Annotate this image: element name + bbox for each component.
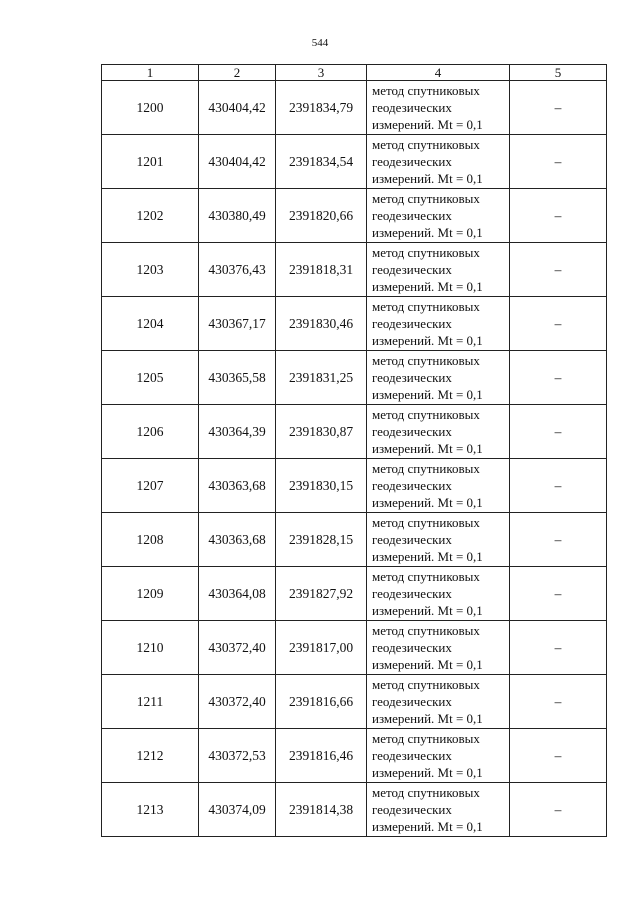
y-coordinate-cell: 2391831,25	[276, 351, 367, 405]
x-coordinate-cell: 430364,39	[199, 405, 276, 459]
x-coordinate-cell: 430367,17	[199, 297, 276, 351]
y-coordinate-cell: 2391830,15	[276, 459, 367, 513]
note-cell: –	[510, 675, 607, 729]
y-coordinate-cell: 2391827,92	[276, 567, 367, 621]
y-coordinate-cell: 2391814,38	[276, 783, 367, 837]
x-coordinate-cell: 430363,68	[199, 459, 276, 513]
y-coordinate-cell: 2391817,00	[276, 621, 367, 675]
method-cell	[367, 405, 510, 459]
method-line: метод спутниковых	[372, 461, 480, 476]
table-row	[102, 621, 607, 675]
y-coordinate-cell: 2391828,15	[276, 513, 367, 567]
x-coordinate-cell: 430372,53	[199, 729, 276, 783]
x-coordinate-cell: 430404,42	[199, 135, 276, 189]
method-line: геодезических	[372, 802, 452, 817]
table-body	[102, 81, 607, 837]
table-row	[102, 351, 607, 405]
note-cell: –	[510, 621, 607, 675]
method-line: метод спутниковых	[372, 731, 480, 746]
method-line: измерений. Mt = 0,1	[372, 117, 483, 132]
x-coordinate-cell: 430380,49	[199, 189, 276, 243]
note-cell: –	[510, 297, 607, 351]
table-row	[102, 243, 607, 297]
method-cell	[367, 783, 510, 837]
point-number-cell: 1213	[102, 783, 199, 837]
method-cell	[367, 567, 510, 621]
note-cell: –	[510, 351, 607, 405]
method-line: геодезических	[372, 640, 452, 655]
method-cell	[367, 81, 510, 135]
method-line: геодезических	[372, 424, 452, 439]
note-cell: –	[510, 459, 607, 513]
method-line: метод спутниковых	[372, 137, 480, 152]
point-number-cell: 1201	[102, 135, 199, 189]
table-row	[102, 297, 607, 351]
y-coordinate-cell: 2391816,46	[276, 729, 367, 783]
note-cell: –	[510, 81, 607, 135]
point-number-cell: 1203	[102, 243, 199, 297]
table-row	[102, 189, 607, 243]
method-cell	[367, 351, 510, 405]
point-number-cell: 1212	[102, 729, 199, 783]
method-line: геодезических	[372, 100, 452, 115]
x-coordinate-cell: 430372,40	[199, 621, 276, 675]
method-line: измерений. Mt = 0,1	[372, 657, 483, 672]
method-line: измерений. Mt = 0,1	[372, 603, 483, 618]
method-line: измерений. Mt = 0,1	[372, 495, 483, 510]
point-number-cell: 1208	[102, 513, 199, 567]
y-coordinate-cell: 2391818,31	[276, 243, 367, 297]
method-cell	[367, 189, 510, 243]
method-line: геодезических	[372, 694, 452, 709]
x-coordinate-cell: 430363,68	[199, 513, 276, 567]
table-row	[102, 567, 607, 621]
point-number-cell: 1209	[102, 567, 199, 621]
method-line: измерений. Mt = 0,1	[372, 711, 483, 726]
method-line: измерений. Mt = 0,1	[372, 765, 483, 780]
method-line: геодезических	[372, 154, 452, 169]
method-line: измерений. Mt = 0,1	[372, 333, 483, 348]
x-coordinate-cell: 430364,08	[199, 567, 276, 621]
method-line: метод спутниковых	[372, 569, 480, 584]
coordinates-table	[101, 64, 607, 837]
table-row	[102, 729, 607, 783]
point-number-cell: 1211	[102, 675, 199, 729]
method-line: измерений. Mt = 0,1	[372, 441, 483, 456]
method-line: геодезических	[372, 370, 452, 385]
method-line: измерений. Mt = 0,1	[372, 171, 483, 186]
table-row	[102, 513, 607, 567]
page-number: 544	[311, 37, 329, 49]
column-header: 5	[510, 65, 607, 81]
method-cell	[367, 459, 510, 513]
x-coordinate-cell: 430376,43	[199, 243, 276, 297]
column-header: 2	[199, 65, 276, 81]
method-line: измерений. Mt = 0,1	[372, 387, 483, 402]
point-number-cell: 1200	[102, 81, 199, 135]
table-header-row	[102, 65, 607, 81]
note-cell: –	[510, 783, 607, 837]
method-line: измерений. Mt = 0,1	[372, 225, 483, 240]
y-coordinate-cell: 2391820,66	[276, 189, 367, 243]
method-line: метод спутниковых	[372, 515, 480, 530]
method-line: геодезических	[372, 748, 452, 763]
method-line: геодезических	[372, 532, 452, 547]
note-cell: –	[510, 405, 607, 459]
table-row	[102, 675, 607, 729]
y-coordinate-cell: 2391830,46	[276, 297, 367, 351]
method-line: метод спутниковых	[372, 83, 480, 98]
point-number-cell: 1204	[102, 297, 199, 351]
table-row	[102, 459, 607, 513]
method-cell	[367, 729, 510, 783]
point-number-cell: 1207	[102, 459, 199, 513]
method-line: метод спутниковых	[372, 353, 480, 368]
table-row	[102, 405, 607, 459]
column-header: 3	[276, 65, 367, 81]
column-header: 1	[102, 65, 199, 81]
method-cell	[367, 513, 510, 567]
y-coordinate-cell: 2391834,54	[276, 135, 367, 189]
method-line: измерений. Mt = 0,1	[372, 819, 483, 834]
point-number-cell: 1202	[102, 189, 199, 243]
note-cell: –	[510, 189, 607, 243]
method-line: геодезических	[372, 316, 452, 331]
note-cell: –	[510, 567, 607, 621]
method-cell	[367, 243, 510, 297]
point-number-cell: 1210	[102, 621, 199, 675]
method-line: геодезических	[372, 208, 452, 223]
method-line: метод спутниковых	[372, 245, 480, 260]
method-line: геодезических	[372, 478, 452, 493]
table-row	[102, 783, 607, 837]
x-coordinate-cell: 430372,40	[199, 675, 276, 729]
x-coordinate-cell: 430374,09	[199, 783, 276, 837]
note-cell: –	[510, 135, 607, 189]
table-row	[102, 135, 607, 189]
method-cell	[367, 675, 510, 729]
y-coordinate-cell: 2391816,66	[276, 675, 367, 729]
method-cell	[367, 135, 510, 189]
method-line: метод спутниковых	[372, 677, 480, 692]
method-cell	[367, 297, 510, 351]
column-header: 4	[367, 65, 510, 81]
point-number-cell: 1206	[102, 405, 199, 459]
method-line: измерений. Mt = 0,1	[372, 549, 483, 564]
x-coordinate-cell: 430404,42	[199, 81, 276, 135]
table-row	[102, 81, 607, 135]
method-line: метод спутниковых	[372, 785, 480, 800]
note-cell: –	[510, 243, 607, 297]
method-line: метод спутниковых	[372, 191, 480, 206]
method-line: метод спутниковых	[372, 407, 480, 422]
method-line: геодезических	[372, 262, 452, 277]
method-cell	[367, 621, 510, 675]
x-coordinate-cell: 430365,58	[199, 351, 276, 405]
note-cell: –	[510, 729, 607, 783]
method-line: метод спутниковых	[372, 623, 480, 638]
y-coordinate-cell: 2391834,79	[276, 81, 367, 135]
method-line: геодезических	[372, 586, 452, 601]
point-number-cell: 1205	[102, 351, 199, 405]
y-coordinate-cell: 2391830,87	[276, 405, 367, 459]
note-cell: –	[510, 513, 607, 567]
method-line: измерений. Mt = 0,1	[372, 279, 483, 294]
method-line: метод спутниковых	[372, 299, 480, 314]
